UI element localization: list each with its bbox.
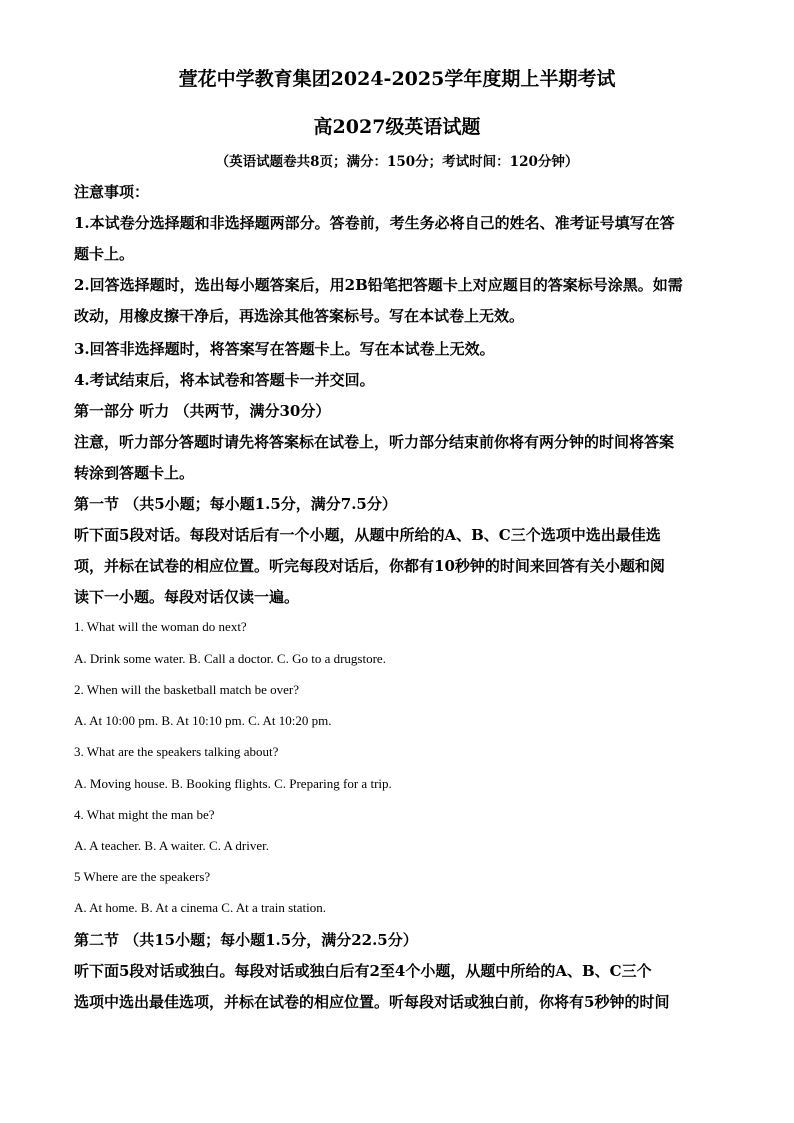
exam-title [0, 64, 794, 91]
title-text: （英语试题卷共8页；满分：150分；考试时间：120分钟） [215, 154, 579, 170]
part1-note: 注意，听力部分答题时请先将答案标在试卷上，听力部分结束前你将有两分钟的时间将答案 [74, 433, 675, 451]
part1-heading: 第一部分 听力 （共两节，满分30分） [74, 402, 331, 420]
question-4: 4. What might the man be? [74, 807, 215, 822]
section2-heading: 第二节 （共15小题；每小题1.5分，满分22.5分） [74, 931, 418, 949]
question-1-options: A. Drink some water. B. Call a doctor. C. Go to a drugstore. [74, 651, 386, 666]
part1-note-cont: 转涂到答题卡上。 [74, 464, 195, 482]
notice-item-3: 3.回答非选择题时，将答案写在答题卡上。写在本试卷上无效。 [74, 340, 495, 358]
section1-heading: 第一节 （共5小题；每小题1.5分，满分7.5分） [74, 495, 397, 513]
question-1: 1. What will the woman do next? [74, 619, 247, 634]
notice-item-1-cont: 题卡上。 [74, 245, 135, 263]
title-text: 萱花中学教育集团2024-2025学年度期上半期考试 [178, 68, 616, 90]
notice-item-1: 1.本试卷分选择题和非选择题两部分。答卷前，考生务必将自己的姓名、准考证号填写在答 [74, 214, 675, 232]
exam-info [0, 150, 794, 170]
question-5-options: A. At home. B. At a cinema C. At a train station. [74, 900, 327, 915]
question-3: 3. What are the speakers talking about? [74, 744, 279, 759]
section2-instructions-cont: 选项中选出最佳选项，并标在试卷的相应位置。听每段对话或独白前，你将有5秒钟的时间 [74, 993, 670, 1011]
exam-subtitle [0, 112, 794, 139]
section1-instructions-cont: 项，并标在试卷的相应位置。听完每段对话后，你都有10秒钟的时间来回答有关小题和阅 [74, 557, 665, 575]
notice-item-4: 4.考试结束后，将本试卷和答题卡一并交回。 [74, 371, 375, 389]
notice-item-2-cont: 改动，用橡皮擦干净后，再选涂其他答案标号。写在本试卷上无效。 [74, 307, 525, 325]
section1-instructions-cont: 读下一小题。每段对话仅读一遍。 [74, 588, 300, 606]
title-text: 高2027级英语试题 [313, 116, 481, 138]
section1-instructions: 听下面5段对话。每段对话后有一个小题，从题中所给的A、B、C三个选项中选出最佳选 [74, 526, 661, 544]
notice-heading: 注意事项： [74, 183, 150, 201]
question-5: 5 Where are the speakers? [74, 869, 211, 884]
question-2: 2. When will the basketball match be over? [74, 682, 300, 697]
question-4-options: A. A teacher. B. A waiter. C. A driver. [74, 838, 269, 853]
notice-item-2: 2.回答选择题时，选出每小题答案后，用2B铅笔把答题卡上对应题目的答案标号涂黑。如需 [74, 276, 683, 294]
question-2-options: A. At 10:00 pm. B. At 10:10 pm. C. At 10:20 pm. [74, 713, 332, 728]
section2-instructions: 听下面5段对话或独白。每段对话或独白后有2至4个小题，从题中所给的A、B、C三个 [74, 962, 652, 980]
question-3-options: A. Moving house. B. Booking flights. C. Preparing for a trip. [74, 776, 392, 791]
